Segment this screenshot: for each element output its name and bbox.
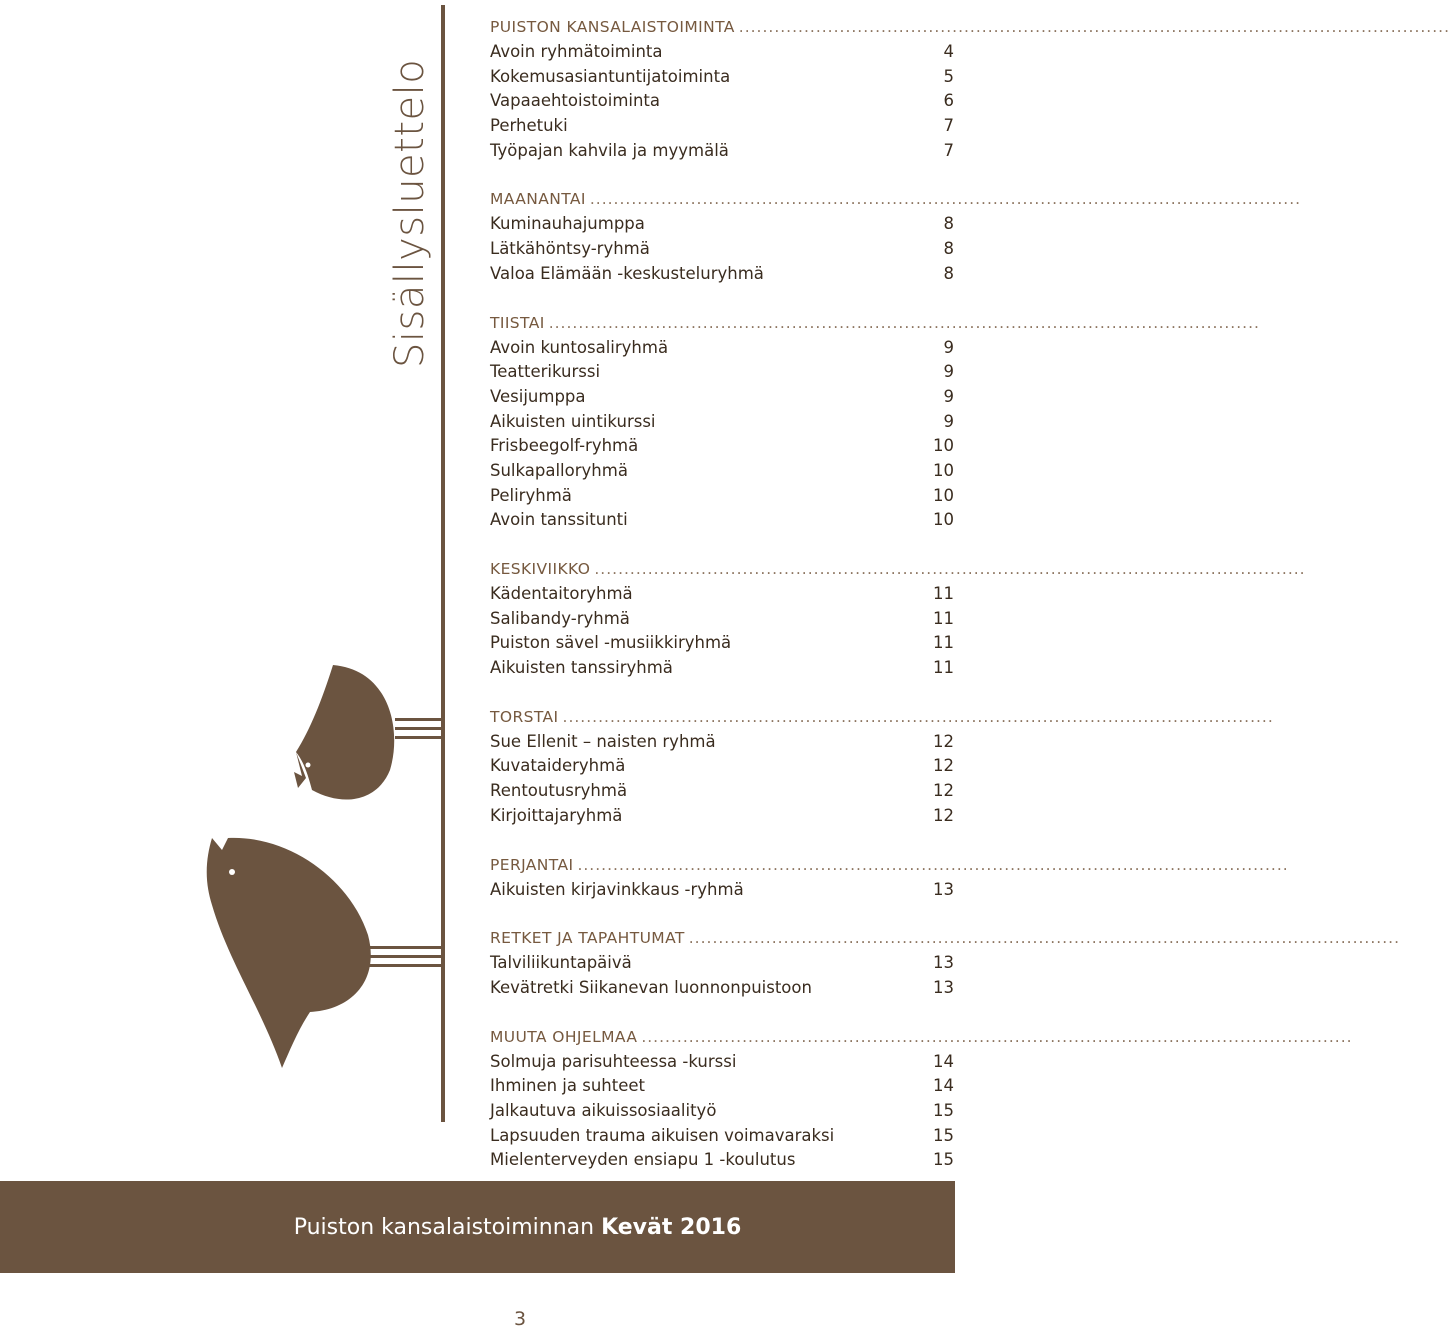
- footer-title: [294, 1215, 742, 1240]
- toc-entry[interactable]: [490, 633, 954, 658]
- toc-section-title: RETKET JA TAPAHTUMAT: [490, 929, 685, 948]
- toc-entry-label: Rentoutusryhmä: [490, 781, 628, 801]
- toc-entry-page: 15: [933, 1125, 954, 1145]
- toc-entry-label: Puiston sävel -musiikkiryhmä: [490, 633, 732, 653]
- toc-section-heading: [490, 560, 1306, 584]
- toc-entry-label: Kokemusasiantuntijatoiminta: [490, 66, 731, 86]
- toc-entry[interactable]: [490, 806, 954, 831]
- toc-section-heading: [490, 18, 1450, 42]
- toc-entry-page: 11: [933, 633, 954, 653]
- toc-entry-page: 12: [933, 805, 954, 825]
- toc-entry-page: 14: [933, 1076, 954, 1096]
- toc-entry-page: 7: [943, 140, 954, 160]
- toc-entry[interactable]: [490, 387, 954, 412]
- toc-entry-label: Teatterikurssi: [490, 362, 601, 382]
- toc-entry-page: 5: [943, 66, 954, 86]
- toc-entry-label: Mielenterveyden ensiapu 1 -koulutus: [490, 1150, 796, 1170]
- toc-entry[interactable]: [490, 141, 954, 166]
- toc-entry-label: Kirjoittajaryhmä: [490, 805, 623, 825]
- toc-entry[interactable]: [490, 42, 954, 67]
- toc-dot-leader: ........................................................................................................................: [738, 18, 1450, 36]
- toc-section-title: PUISTON KANSALAISTOIMINTA: [490, 18, 735, 36]
- toc-dot-leader: ........................................................................................................................: [688, 929, 1400, 948]
- toc-entry-label: Ihminen ja suhteet: [490, 1076, 645, 1096]
- toc-entry-label: Perhetuki: [490, 116, 568, 136]
- toc-entry[interactable]: [490, 510, 954, 535]
- toc-entry-label: Avoin ryhmätoiminta: [490, 42, 663, 61]
- toc-section-title: MUUTA OHJELMAA: [490, 1027, 638, 1046]
- footer-title-bold: Kevät 2016: [601, 1214, 742, 1240]
- toc-entry-page: 6: [943, 91, 954, 111]
- toc-entry[interactable]: [490, 362, 954, 387]
- toc-entry-page: 9: [943, 362, 954, 382]
- page-number: 3: [513, 1308, 527, 1330]
- toc-section: [490, 855, 1289, 905]
- toc-section-heading: [490, 929, 1400, 953]
- toc-entry-label: Sue Ellenit – naisten ryhmä: [490, 731, 716, 751]
- toc-entry-page: 10: [933, 436, 954, 456]
- toc-dot-leader: ........................................................................................................................: [562, 707, 1274, 726]
- toc-section: [490, 313, 1260, 536]
- toc-section-heading: [490, 190, 1302, 214]
- toc-dot-leader: ........................................................................................................................: [589, 190, 1302, 209]
- toc-entry-page: 12: [933, 731, 954, 751]
- birds-illustration: [0, 0, 460, 1130]
- toc-entry-page: 9: [943, 337, 954, 357]
- toc-dot-leader: ........................................................................................................................: [548, 313, 1260, 332]
- toc-entry[interactable]: [490, 953, 954, 978]
- toc-entry-label: Valoa Elämään -keskusteluryhmä: [490, 263, 764, 283]
- table-of-contents: [490, 18, 1450, 1200]
- footer-title-regular: Puiston kansalaistoiminnan: [293, 1214, 595, 1240]
- toc-entry[interactable]: [490, 338, 954, 363]
- toc-entry[interactable]: [490, 609, 954, 634]
- toc-entry-page: 8: [943, 239, 954, 259]
- toc-entry[interactable]: [490, 1126, 954, 1151]
- toc-section-title: MAANANTAI: [490, 190, 586, 209]
- toc-entry-page: 10: [933, 510, 954, 530]
- footer-banner: [0, 1181, 955, 1273]
- toc-section-title: TORSTAI: [490, 707, 559, 726]
- toc-section-title: TIISTAI: [490, 313, 545, 332]
- toc-section-title: KESKIVIIKKO: [490, 560, 591, 578]
- toc-entry[interactable]: [490, 214, 954, 239]
- toc-section: [490, 190, 1302, 288]
- toc-entry-page: 14: [933, 1051, 954, 1071]
- toc-entry[interactable]: [490, 732, 954, 757]
- toc-entry[interactable]: [490, 1150, 954, 1175]
- toc-entry-page: 12: [933, 781, 954, 801]
- toc-entry[interactable]: [490, 239, 954, 264]
- toc-entry[interactable]: [490, 67, 954, 92]
- toc-entry-label: Jalkautuva aikuissosiaalityö: [490, 1100, 717, 1120]
- toc-entry[interactable]: [490, 1101, 954, 1126]
- toc-entry-label: Avoin tanssitunti: [490, 510, 628, 530]
- upper-branch-lines: [395, 718, 443, 739]
- toc-entry[interactable]: [490, 91, 954, 116]
- toc-entry-page: 15: [933, 1100, 954, 1120]
- toc-section-heading: [490, 707, 1274, 732]
- toc-entry-page: 10: [933, 485, 954, 505]
- toc-entry[interactable]: [490, 584, 954, 609]
- toc-entry-label: Aikuisten kirjavinkkaus -ryhmä: [490, 879, 744, 899]
- toc-entry[interactable]: [490, 116, 954, 141]
- toc-entry-page: 8: [943, 263, 954, 283]
- toc-entry-label: Talviliikuntapäivä: [490, 953, 632, 973]
- toc-entry-label: Lätkähöntsy-ryhmä: [490, 239, 650, 259]
- toc-entry-page: 11: [933, 658, 954, 678]
- toc-entry-label: Sulkapalloryhmä: [490, 460, 628, 480]
- toc-entry[interactable]: [490, 436, 954, 461]
- toc-entry[interactable]: [490, 486, 954, 511]
- toc-entry-page: 8: [943, 214, 954, 234]
- lower-bird-icon: [207, 838, 371, 1068]
- toc-entry[interactable]: [490, 658, 954, 683]
- toc-entry-page: 15: [933, 1150, 954, 1170]
- toc-section: [490, 707, 1274, 831]
- upper-bird-icon: [294, 665, 394, 800]
- toc-entry-label: Salibandy-ryhmä: [490, 608, 630, 628]
- toc-entry-label: Avoin kuntosaliryhmä: [490, 337, 669, 357]
- toc-entry[interactable]: [490, 1052, 954, 1077]
- toc-section: [490, 560, 1306, 683]
- toc-entry-page: 7: [943, 116, 954, 136]
- toc-dot-leader: ........................................................................................................................: [641, 1027, 1353, 1046]
- toc-entry-label: Lapsuuden trauma aikuisen voimavaraksi: [490, 1125, 835, 1145]
- toc-entry-label: Vapaaehtoistoiminta: [490, 91, 661, 111]
- toc-entry-label: Kuvataideryhmä: [490, 756, 626, 776]
- toc-entry[interactable]: [490, 412, 954, 437]
- toc-section: [490, 929, 1400, 1002]
- toc-entry-label: Vesijumppa: [490, 386, 586, 406]
- toc-entry-page: 9: [943, 411, 954, 431]
- vertical-page-title: Sisällysluettelo: [387, 58, 433, 368]
- toc-entry-label: Kuminauhajumppa: [490, 214, 645, 234]
- toc-entry[interactable]: [490, 756, 954, 781]
- toc-entry-label: Aikuisten uintikurssi: [490, 411, 656, 431]
- toc-entry-label: Peliryhmä: [490, 485, 572, 505]
- toc-section-title: PERJANTAI: [490, 855, 574, 874]
- toc-entry-page: 13: [933, 977, 954, 997]
- toc-section: [490, 1027, 1353, 1175]
- toc-dot-leader: ........................................................................................................................: [577, 855, 1289, 874]
- toc-entry[interactable]: [490, 461, 954, 486]
- toc-entry[interactable]: [490, 880, 954, 905]
- toc-entry-label: Solmuja parisuhteessa -kurssi: [490, 1051, 737, 1071]
- toc-dot-leader: ........................................................................................................................: [594, 560, 1306, 578]
- toc-entry-page: 9: [943, 386, 954, 406]
- toc-entry-label: Kädentaitoryhmä: [490, 584, 633, 603]
- toc-entry-page: 4: [943, 42, 954, 61]
- toc-entry[interactable]: [490, 978, 954, 1003]
- toc-entry-page: 11: [933, 608, 954, 628]
- toc-entry-page: 12: [933, 756, 954, 776]
- toc-entry-label: Kevätretki Siikanevan luonnonpuistoon: [490, 977, 812, 997]
- toc-entry-page: 13: [933, 879, 954, 899]
- toc-entry-label: Työpajan kahvila ja myymälä: [490, 140, 729, 160]
- toc-entry-page: 10: [933, 460, 954, 480]
- toc-section-heading: [490, 1027, 1353, 1052]
- toc-entry-label: Aikuisten tanssiryhmä: [490, 658, 673, 678]
- toc-section-heading: [490, 855, 1289, 880]
- toc-entry[interactable]: [490, 264, 954, 289]
- toc-section-heading: [490, 313, 1260, 338]
- toc-entry[interactable]: [490, 781, 954, 806]
- toc-entry-label: Frisbeegolf-ryhmä: [490, 436, 639, 456]
- toc-entry-page: 11: [933, 584, 954, 603]
- toc-entry-page: 13: [933, 953, 954, 973]
- toc-entry[interactable]: [490, 1076, 954, 1101]
- toc-section: [490, 18, 1450, 165]
